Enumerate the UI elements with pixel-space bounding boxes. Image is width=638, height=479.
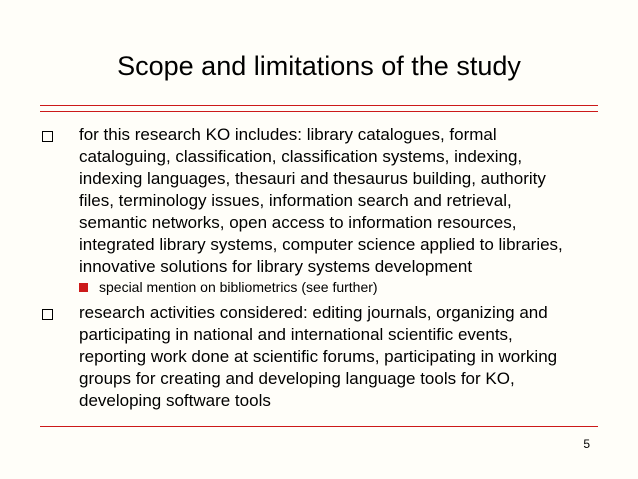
bullet-line: reporting work done at scientific forums, participating in working xyxy=(79,347,558,366)
slide-title: Scope and limitations of the study xyxy=(117,51,521,81)
hollow-square-bullet-icon xyxy=(42,131,53,142)
bullet-line: cataloguing, classification, classification systems, indexing, xyxy=(79,147,523,166)
filled-square-bullet-icon xyxy=(79,283,88,292)
bullet-line: groups for creating and developing language tools for KO, xyxy=(79,369,515,388)
bullet-text-research-activities xyxy=(79,302,599,412)
page-number: 5 xyxy=(583,437,590,451)
bullet-line: innovative solutions for library systems development xyxy=(79,257,473,276)
title-divider-top xyxy=(40,105,598,106)
bullet-line: integrated library systems, computer science applied to libraries, xyxy=(79,235,563,254)
bullet-line: participating in national and international scientific events, xyxy=(79,325,513,344)
bullet-line: files, terminology issues, information search and retrieval, xyxy=(79,191,512,210)
sub-bullet-text: special mention on bibliometrics (see further) xyxy=(99,279,378,295)
bullet-line: developing software tools xyxy=(79,391,271,410)
bullet-line: for this research KO includes: library catalogues, formal xyxy=(79,125,497,144)
bullet-text-ko-scope xyxy=(79,124,599,278)
bullet-line: semantic networks, open access to information resources, xyxy=(79,213,517,232)
title-divider-bottom xyxy=(40,111,598,112)
bullet-line: indexing languages, thesauri and thesaurus building, authority xyxy=(79,169,546,188)
bullet-line: research activities considered: editing journals, organizing and xyxy=(79,303,548,322)
footer-divider xyxy=(40,426,598,427)
hollow-square-bullet-icon xyxy=(42,309,53,320)
